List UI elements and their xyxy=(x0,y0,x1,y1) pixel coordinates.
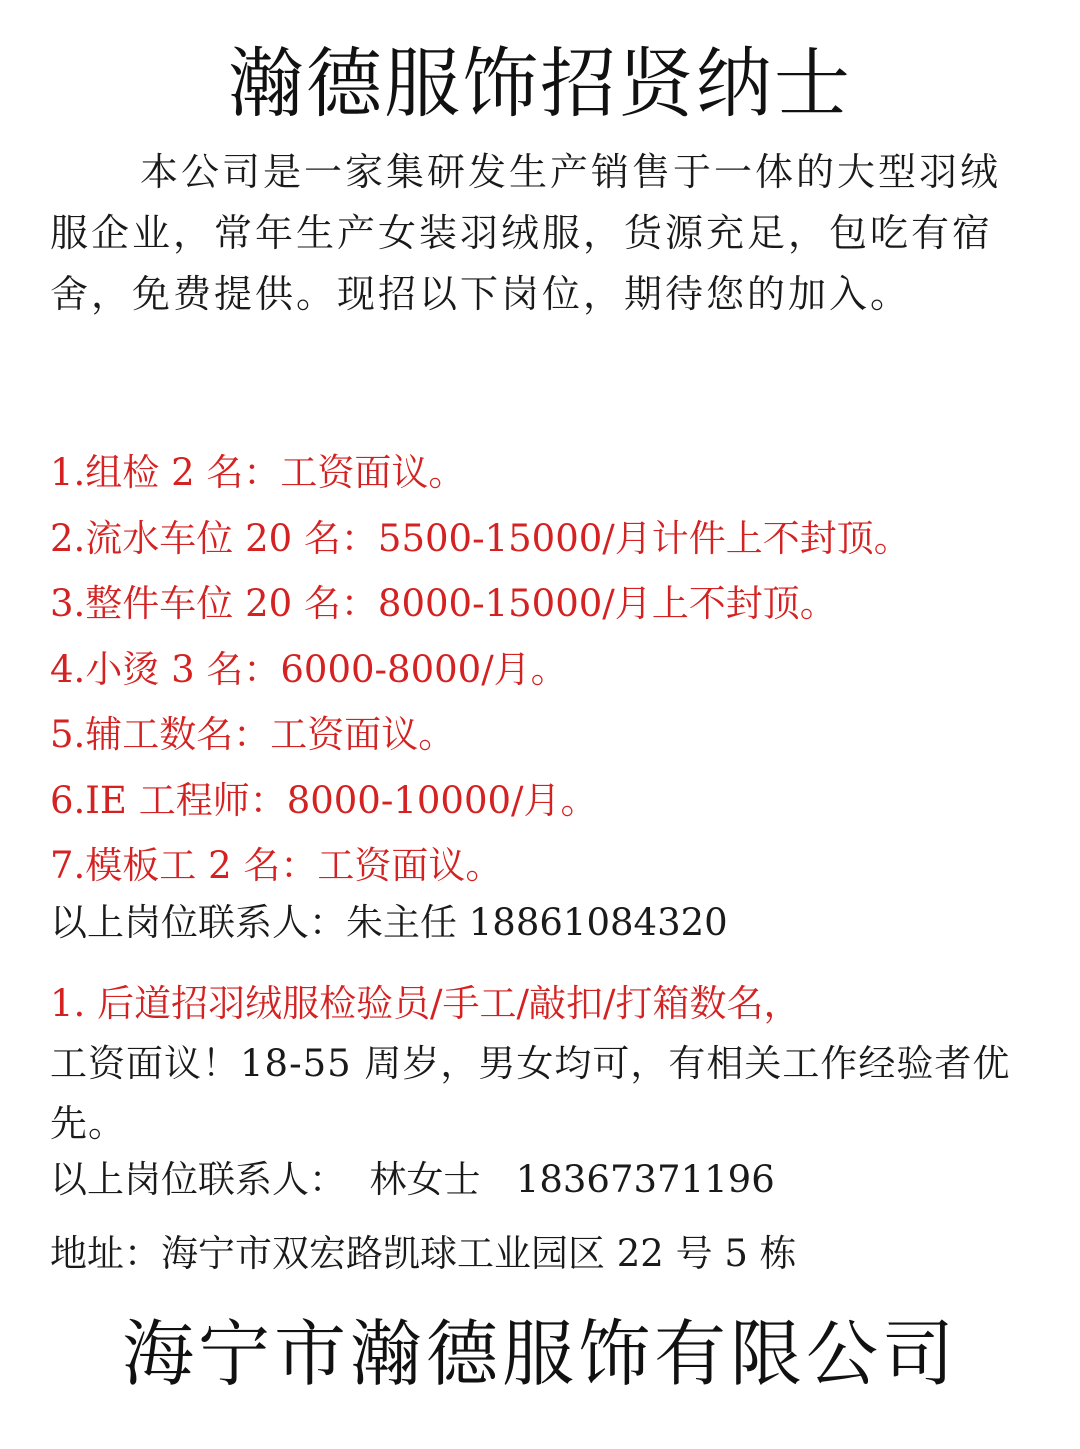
company-address: 地址：海宁市双宏路凯球工业园区 22 号 5 栋 xyxy=(50,1232,797,1275)
job-item-6: 6.IE 工程师：8000-10000/月。 xyxy=(50,778,598,822)
post-process-section xyxy=(50,974,1040,1154)
job-list xyxy=(50,440,1050,899)
post-process-requirements: 工资面议！18-55 周岁，男女均可，有相关工作经验者优先。 xyxy=(50,1042,1011,1145)
company-intro: 本公司是一家集研发生产销售于一体的大型羽绒服企业，常年生产女装羽绒服，货源充足，包吃有宿舍，免费提供。现招以下岗位，期待您的加入。 xyxy=(50,150,1002,316)
contact-line-2: 以上岗位联系人： 林女士 18367371196 xyxy=(50,1158,775,1201)
job-item-1: 1.组检 2 名：工资面议。 xyxy=(50,451,466,494)
job-item-2: 2.流水车位 20 名：5500-15000/月计件上不封顶。 xyxy=(50,516,911,560)
company-name: 海宁市瀚德服饰有限公司 xyxy=(121,1312,958,1396)
contact-line-1: 以上岗位联系人：朱主任 18861084320 xyxy=(50,901,728,944)
job-item-4: 4.小烫 3 名：6000-8000/月。 xyxy=(50,647,568,691)
job-item-7: 7.模板工 2 名：工资面议。 xyxy=(50,844,503,887)
job-item-5: 5.辅工数名：工资面议。 xyxy=(50,713,456,756)
post-process-job: 1. 后道招羽绒服检验员/手工/敲扣/打箱数名， xyxy=(50,982,801,1025)
page-title: 瀚德服饰招贤纳士 xyxy=(228,39,852,128)
job-item-3: 3.整件车位 20 名：8000-15000/月上不封顶。 xyxy=(50,582,837,625)
